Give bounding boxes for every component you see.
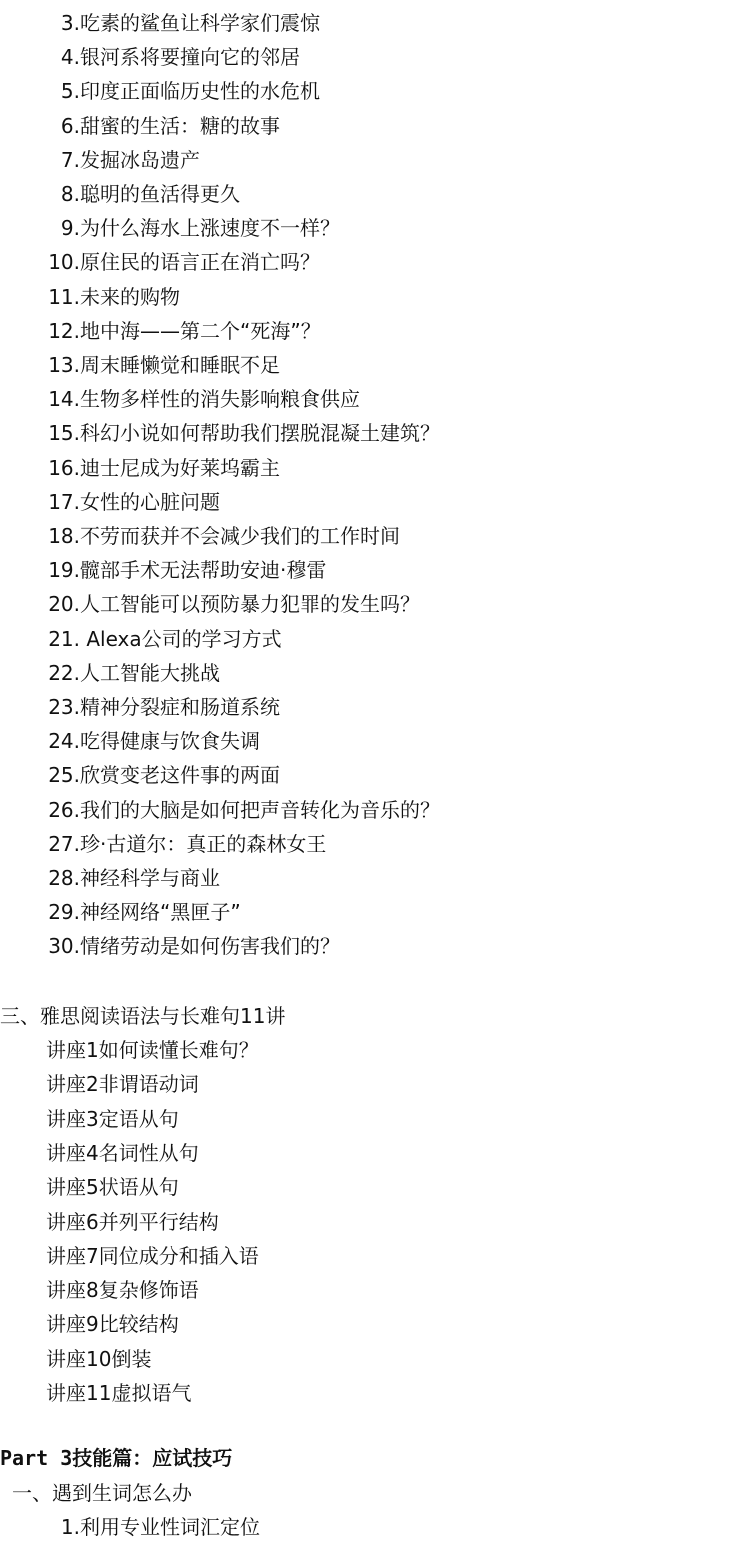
lecture-item bbox=[46, 1239, 259, 1273]
list-item-text: 神经科学与商业 bbox=[80, 866, 220, 890]
list-item-text: 地中海——第二个“死海”？ bbox=[80, 318, 321, 343]
lecture-text: 讲座11虚拟语气 bbox=[46, 1381, 192, 1405]
list-item-text: 发掘冰岛遗产 bbox=[80, 147, 200, 172]
list-item-text: 周末睡懒觉和睡眠不足 bbox=[80, 353, 280, 377]
lecture-item bbox=[46, 1136, 199, 1170]
list-item bbox=[0, 416, 440, 450]
list-item bbox=[0, 451, 280, 485]
list-item-text: 未来的购物 bbox=[80, 284, 180, 309]
list-item bbox=[0, 314, 321, 348]
list-item bbox=[0, 6, 320, 40]
section-title: 三、雅思阅读语法与长难句11讲 bbox=[0, 1004, 286, 1028]
list-item bbox=[0, 724, 260, 758]
lecture-text: 讲座5状语从句 bbox=[46, 1175, 179, 1200]
list-item-number: 17. bbox=[48, 489, 80, 514]
list-item bbox=[0, 1510, 260, 1544]
list-item bbox=[0, 211, 340, 245]
list-item bbox=[0, 485, 220, 519]
list-item-number: 8. bbox=[60, 182, 80, 206]
list-item-text: 珍·古道尔：真正的森林女王 bbox=[80, 831, 327, 856]
list-item-number: 22. bbox=[48, 660, 80, 685]
list-item-number: 12. bbox=[48, 318, 80, 343]
list-item-text: 吃得健康与饮食失调 bbox=[80, 729, 260, 754]
list-item-number: 27. bbox=[48, 831, 80, 856]
section-heading bbox=[0, 999, 285, 1033]
list-item bbox=[0, 622, 282, 656]
list-item-text: Alexa公司的学习方式 bbox=[80, 626, 282, 651]
list-item bbox=[0, 245, 320, 279]
lecture-item bbox=[46, 1170, 179, 1204]
list-item-text: 为什么海水上涨速度不一样？ bbox=[80, 216, 340, 241]
list-item-number: 25. bbox=[48, 763, 80, 788]
list-item bbox=[0, 382, 360, 416]
list-item bbox=[0, 519, 400, 553]
lecture-text: 讲座3定语从句 bbox=[46, 1106, 179, 1131]
lecture-item bbox=[46, 1067, 199, 1101]
list-item bbox=[0, 793, 440, 827]
list-item-number: 7. bbox=[60, 147, 80, 172]
lecture-item bbox=[46, 1376, 191, 1410]
list-item-number: 11. bbox=[48, 284, 80, 309]
list-item-text: 人工智能大挑战 bbox=[80, 660, 220, 685]
list-item bbox=[0, 827, 326, 861]
lecture-text: 讲座8复杂修饰语 bbox=[46, 1278, 199, 1303]
lecture-text: 讲座10倒装 bbox=[46, 1346, 152, 1371]
list-item bbox=[0, 861, 220, 895]
lecture-text: 讲座2非谓语动词 bbox=[46, 1072, 199, 1097]
list-item-number: 29. bbox=[48, 900, 80, 925]
list-item bbox=[0, 929, 340, 963]
list-item-text: 印度正面临历史性的水危机 bbox=[80, 79, 320, 104]
list-item bbox=[0, 348, 280, 382]
lecture-text: 讲座1如何读懂长难句？ bbox=[46, 1038, 259, 1062]
lecture-item bbox=[46, 1033, 259, 1067]
list-item-number: 21. bbox=[48, 626, 80, 651]
part-title bbox=[0, 1441, 232, 1475]
list-item bbox=[0, 553, 326, 587]
list-item-text: 欣赏变老这件事的两面 bbox=[80, 763, 280, 788]
list-item bbox=[0, 895, 241, 929]
list-item-text: 迪士尼成为好莱坞霸主 bbox=[80, 455, 280, 480]
list-item bbox=[0, 280, 180, 314]
list-item bbox=[0, 656, 220, 690]
list-item-text: 神经网络“黑匣子” bbox=[80, 900, 241, 925]
list-item-text: 利用专业性词汇定位 bbox=[80, 1515, 260, 1539]
lecture-item bbox=[46, 1205, 219, 1239]
list-item bbox=[0, 143, 200, 177]
list-item-number: 6. bbox=[60, 113, 80, 138]
list-item bbox=[0, 109, 280, 143]
list-item-number: 13. bbox=[48, 353, 80, 377]
list-item-text: 甜蜜的生活：糖的故事 bbox=[80, 113, 280, 138]
list-item-number: 24. bbox=[48, 729, 80, 754]
list-item-text: 生物多样性的消失影响粮食供应 bbox=[80, 387, 360, 412]
list-item bbox=[0, 40, 300, 74]
list-item-number: 20. bbox=[48, 592, 80, 617]
list-item-text: 不劳而获并不会减少我们的工作时间 bbox=[80, 524, 400, 548]
list-item-text: 女性的心脏问题 bbox=[80, 489, 220, 514]
list-item-text: 情绪劳动是如何伤害我们的？ bbox=[80, 934, 340, 959]
list-item-number: 26. bbox=[48, 797, 80, 822]
list-item-number: 3. bbox=[60, 11, 80, 35]
subsection-title: 一、遇到生词怎么办 bbox=[12, 1481, 192, 1505]
list-item-number: 14. bbox=[48, 387, 80, 412]
list-item-number: 19. bbox=[48, 558, 80, 583]
lecture-item bbox=[46, 1273, 199, 1307]
list-item-text: 科幻小说如何帮助我们摆脱混凝土建筑？ bbox=[80, 421, 440, 446]
list-item bbox=[0, 177, 240, 211]
lecture-item bbox=[46, 1102, 179, 1136]
list-item bbox=[0, 74, 320, 108]
lecture-item bbox=[46, 1342, 151, 1376]
list-item-number: 10. bbox=[48, 250, 80, 275]
list-item-number: 4. bbox=[60, 45, 80, 70]
list-item-text: 吃素的鲨鱼让科学家们震惊 bbox=[80, 11, 320, 35]
list-item-text: 聪明的鱼活得更久 bbox=[80, 182, 240, 206]
subsection-heading bbox=[12, 1476, 192, 1510]
lecture-text: 讲座4名词性从句 bbox=[46, 1140, 199, 1165]
list-item bbox=[0, 690, 280, 724]
list-item-text: 我们的大脑是如何把声音转化为音乐的？ bbox=[80, 797, 440, 822]
part-heading: Part 3技能篇：应试技巧 bbox=[0, 1446, 233, 1470]
list-item-text: 银河系将要撞向它的邻居 bbox=[80, 45, 300, 70]
list-item-text: 原住民的语言正在消亡吗？ bbox=[80, 250, 320, 275]
list-item-number: 28. bbox=[48, 866, 80, 890]
list-item bbox=[0, 587, 420, 621]
list-item-number: 1. bbox=[60, 1515, 80, 1539]
list-item-text: 髋部手术无法帮助安迪·穆雷 bbox=[80, 558, 327, 583]
list-item bbox=[0, 758, 280, 792]
list-item-number: 15. bbox=[48, 421, 80, 446]
list-item-number: 18. bbox=[48, 524, 80, 548]
list-item-text: 人工智能可以预防暴力犯罪的发生吗？ bbox=[80, 592, 420, 617]
list-item-number: 30. bbox=[48, 934, 80, 959]
list-item-text: 精神分裂症和肠道系统 bbox=[80, 695, 280, 719]
list-item-number: 9. bbox=[60, 216, 80, 241]
lecture-item bbox=[46, 1307, 179, 1341]
list-item-number: 16. bbox=[48, 455, 80, 480]
lecture-text: 讲座6并列平行结构 bbox=[46, 1209, 219, 1234]
list-item-number: 23. bbox=[48, 695, 80, 719]
lecture-text: 讲座7同位成分和插入语 bbox=[46, 1243, 259, 1268]
list-item-number: 5. bbox=[60, 79, 80, 104]
lecture-text: 讲座9比较结构 bbox=[46, 1312, 179, 1337]
